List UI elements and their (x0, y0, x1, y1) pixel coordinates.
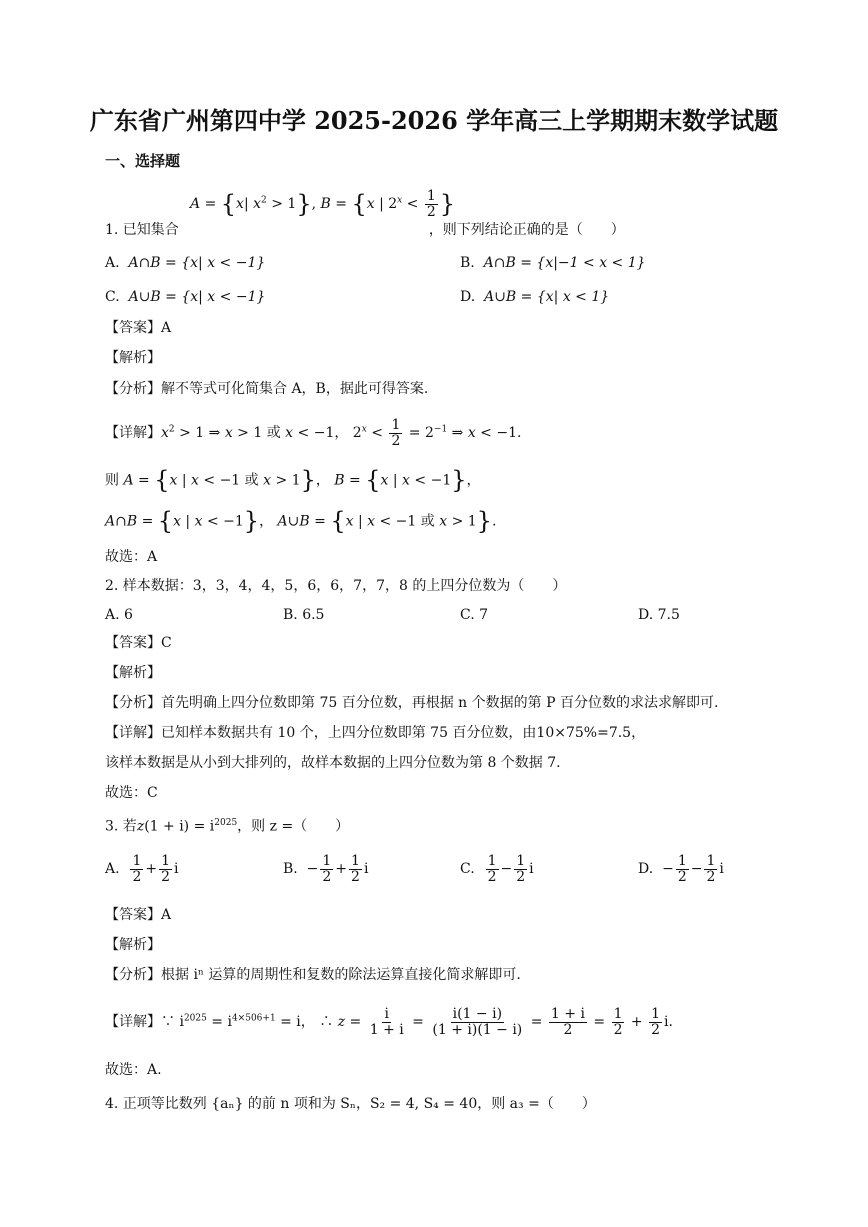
q1-line-ops: A∩B = {x | x < −1}， A∪B = {x | x < −1 或 x > 1}. (105, 507, 497, 535)
q1-set-definition: A = {x| $x^2 > 1$}, B = {x | $2^x$ < $\frac{1}{2}$ } (190, 188, 456, 220)
q1-stem-tail: ，则下列结论正确的是（ ） (428, 222, 625, 238)
q1-fenxi: 【分析】解不等式可化简集合 A，B，据此可得答案. (105, 381, 429, 397)
q1-conclusion: 故选：A (105, 549, 158, 565)
q2-conclusion: 故选：C (105, 785, 158, 801)
q2-option-c: C. 7 (460, 607, 489, 623)
q3-stem: 3. 若$z(1 + i) = i^{2025}$，则 z =（ ） (105, 818, 350, 835)
page-title: 广东省广州第四中学 2025-2026 学年高三上学期期末数学试题 (89, 106, 779, 135)
q2-answer: 【答案】C (105, 635, 172, 651)
q3-answer: 【答案】A (105, 907, 172, 923)
q3-xiangjie: 【详解】∵ $i^{2025} = i^{4\times 506+1} = i$， ∴ z = $\frac{i}{1 + i}$ = $\frac{i(1 - i)}{(1 + i)(1 - i)}$ = $\frac{1 + i}{2}$ = $\frac{1}{2}$ + $\frac{1}{2}$ i. (105, 1006, 673, 1038)
q4-stem: 4. 正项等比数列 {aₙ} 的前 n 项和为 Sₙ，S₂ = 4, S₄ = 40，则 a₃ =（ ） (105, 1096, 596, 1112)
q2-option-a: A. 6 (105, 607, 133, 623)
q3-conclusion: 故选：A. (105, 1062, 162, 1078)
q3-jiexi: 【解析】 (105, 937, 161, 953)
q1-option-a: A. A∩B = {x| x < −1} (105, 255, 266, 271)
q1-option-d: D. A∪B = {x| x < 1} (460, 289, 610, 305)
q1-option-c: C. A∪B = {x| x < −1} (105, 289, 266, 305)
q3-option-b: B. − $\frac{1}{2}$ + $\frac{1}{2}$ i (283, 853, 369, 885)
q2-xiangjie: 【详解】已知样本数据共有 10 个，上四分位数即第 75 百分位数，由10×75%=7.5， (105, 725, 646, 741)
q1-answer: 【答案】A (105, 320, 172, 336)
q3-option-a: A. $\frac{1}{2}$ + $\frac{1}{2}$ i (105, 853, 179, 885)
q2-xiangjie-2: 该样本数据是从小到大排列的，故样本数据的上四分位数为第 8 个数据 7. (105, 755, 561, 771)
q2-jiexi: 【解析】 (105, 665, 161, 681)
q1-stem (105, 222, 625, 239)
q2-stem: 2. 样本数据：3，3，4，4，5，6，6，7，7，8 的上四分位数为（ ） (105, 578, 567, 594)
q3-option-d: D. − $\frac{1}{2}$ − $\frac{1}{2}$ i (638, 853, 724, 885)
q2-option-b: B. 6.5 (283, 607, 325, 623)
q2-fenxi: 【分析】首先明确上四分位数即第 75 百分位数，再根据 n 个数据的第 P 百分位数的求法求解即可. (105, 695, 719, 711)
section-heading: 一、选择题 (105, 152, 181, 170)
q1-jiexi: 【解析】 (105, 350, 161, 366)
q1-option-b: B. A∩B = {x|−1 < x < 1} (460, 255, 646, 271)
q1-number: 1. 已知集合 (105, 222, 179, 238)
q3-option-c: C. $\frac{1}{2}$ − $\frac{1}{2}$ i (460, 853, 534, 885)
q1-xiangjie: 【详解】$x^2 > 1$ ⇒ x > 1 或 x < −1， $2^x$ < $\frac{1}{2}$ = $2^{-1}$ ⇒ x < −1. (105, 417, 522, 449)
q2-option-d: D. 7.5 (638, 607, 680, 623)
q3-fenxi: 【分析】根据 iⁿ 运算的周期性和复数的除法运算直接化简求解即可. (105, 967, 521, 983)
q1-line-sets: 则 A = {x | x < −1 或 x > 1}， B = {x | x < −1}， (105, 466, 481, 494)
